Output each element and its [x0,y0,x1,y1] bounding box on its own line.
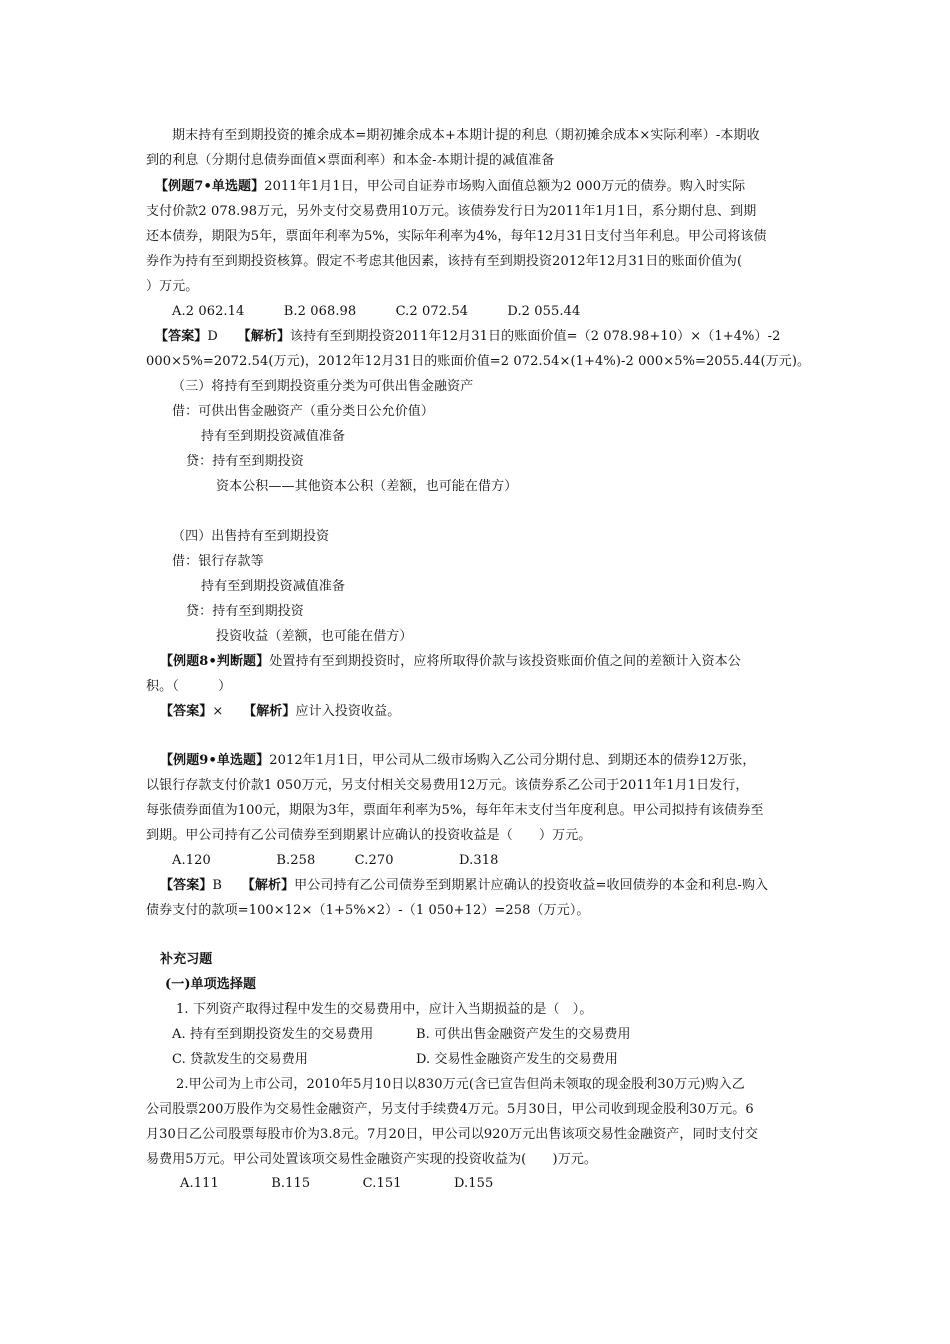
question-1-option-a: A. 持有至到期投资发生的交易费用 [172,1027,374,1042]
example-8-line-2: 积。（ ） [146,679,232,694]
example-8-answer-line [160,703,400,721]
section-4-credit-1: 贷：持有至到期投资 [186,604,304,619]
question-1-option-c: C. 贷款发生的交易费用 [172,1052,308,1067]
answer-value: B [212,878,249,893]
section-3-title: （三）将持有至到期投资重分类为可供出售金融资产 [172,379,474,394]
answer-tag: 【答案】 [160,704,213,719]
example-7-line-1 [155,178,745,196]
supplementary-title: 补充习题 [160,952,213,967]
analysis-tag: 【解析】 [248,878,295,893]
supplementary-subtitle: (一)单项选择题 [165,977,257,992]
question-1-option-d: D. 交易性金融资产发生的交易费用 [416,1052,618,1067]
example-7-text-1: 2011年1月1日，甲公司自证券市场购入面值总额为2 000万元的债券。购入时实际 [264,179,746,194]
example-7-answer-line [155,328,780,346]
example-7-tag: 【例题7•单选题】 [155,179,265,194]
section-3-debit-2: 持有至到期投资减值准备 [201,429,346,444]
section-4-title: （四）出售持有至到期投资 [172,529,330,544]
example-9-analysis-line-2: 债券支付的款项=100×12×（1+5%×2）-（1 050+12）=258（万元）。 [146,903,590,918]
example-9-line-3: 每张债券面值为100元，期限为3年，票面年利率为5%，每年年末支付当年度利息。甲公司拟持有该债券至 [146,803,764,818]
section-3-credit-1: 贷：持有至到期投资 [186,454,304,469]
answer-value: × [212,704,250,719]
analysis-text: 应计入投资收益。 [295,704,401,719]
formula-line-2: 到的利息（分期付息债券面值×票面利率）和本金-本期计提的减值准备 [146,153,555,168]
question-1-stem: 1. 下列资产取得过程中发生的交易费用中，应计入当期损益的是（ ）。 [176,1002,593,1017]
section-4-debit-2: 持有至到期投资减值准备 [201,579,346,594]
answer-tag: 【答案】 [155,329,208,344]
question-2-line-3: 月30日乙公司股票每股市价为3.8元。7月20日，甲公司以920万元出售该项交易性金融资产，同时支付交 [146,1127,758,1142]
section-3-debit-1: 借：可供出售金融资产（重分类日公允价值） [172,404,435,419]
example-7-analysis-line-2: 000×5%=2072.54(万元)，2012年12月31日的账面价值=2 072.54×(1+4%)-2 000×5%=2055.44(万元)。 [146,354,811,369]
analysis-text-1: 该持有至到期投资2011年12月31日的账面价值=（2 078.98+10）×（1+4%）-2 [290,329,781,344]
example-9-line-4: 到期。甲公司持有乙公司债券至到期累计应确认的投资收益是（ ）万元。 [146,828,592,843]
example-7-line-4: 券作为持有至到期投资核算。假定不考虑其他因素，该持有至到期投资2012年12月31日的账面价值为( [146,254,743,269]
example-8-text-1: 处置持有至到期投资时，应将所取得价款与该投资账面价值之间的差额计入资本公 [269,654,741,669]
question-2-line-2: 公司股票200万股作为交易性金融资产，另支付手续费4万元。5月30日，甲公司收到现金股利30万元。6 [146,1102,754,1117]
question-1-option-b: B. 可供出售金融资产发生的交易费用 [416,1027,631,1042]
example-7-line-5: ）万元。 [146,279,199,294]
example-9-tag: 【例题9•单选题】 [160,753,270,768]
section-4-debit-1: 借：银行存款等 [172,554,264,569]
example-9-answer-line [160,877,768,895]
example-9-line-2: 以银行存款支付价款1 050万元，另支付相关交易费用12万元。该债券系乙公司于2011年1月1日发行， [146,778,749,793]
section-3-credit-2: 资本公积——其他资本公积（差额，也可能在借方） [216,479,518,494]
example-9-line-1 [160,752,755,770]
question-2-line-1: 2.甲公司为上市公司，2010年5月10日以830万元(含已宣告但尚未领取的现金股利30万元)购入乙 [176,1077,745,1092]
example-7-options: A.2 062.14 B.2 068.98 C.2 072.54 D.2 055.44 [172,304,581,319]
example-8-tag: 【例题8•判断题】 [160,654,270,669]
example-8-line-1 [160,653,741,671]
analysis-text-1: 甲公司持有乙公司债券至到期累计应确认的投资收益=收回债券的本金和利息-购入 [294,878,769,893]
analysis-tag: 【解析】 [249,704,296,719]
formula-line-1: 期末持有至到期投资的摊余成本=期初摊余成本+本期计提的利息（期初摊余成本×实际利率）-本期收 [172,128,760,143]
example-7-line-2: 支付价款2 078.98万元，另外支付交易费用10万元。该债券发行日为2011年1月1日，系分期付息、到期 [146,204,757,219]
example-7-line-3: 还本债券，期限为5年，票面年利率为5%，实际年利率为4%，每年12月31日支付当年利息。甲公司将该债 [146,229,767,244]
example-9-text-1: 2012年1月1日，甲公司从二级市场购入乙公司分期付息、到期还本的债券12万张， [269,753,756,768]
section-4-credit-2: 投资收益（差额，也可能在借方） [216,629,413,644]
answer-tag: 【答案】 [160,878,213,893]
question-2-line-4: 易费用5万元。甲公司处置该项交易性金融资产实现的投资收益为( )万元。 [146,1152,598,1167]
question-2-options: A.111 B.115 C.151 D.155 [180,1176,494,1191]
answer-value: D [207,329,245,344]
analysis-tag: 【解析】 [244,329,291,344]
example-9-options: A.120 B.258 C.270 D.318 [172,853,499,868]
